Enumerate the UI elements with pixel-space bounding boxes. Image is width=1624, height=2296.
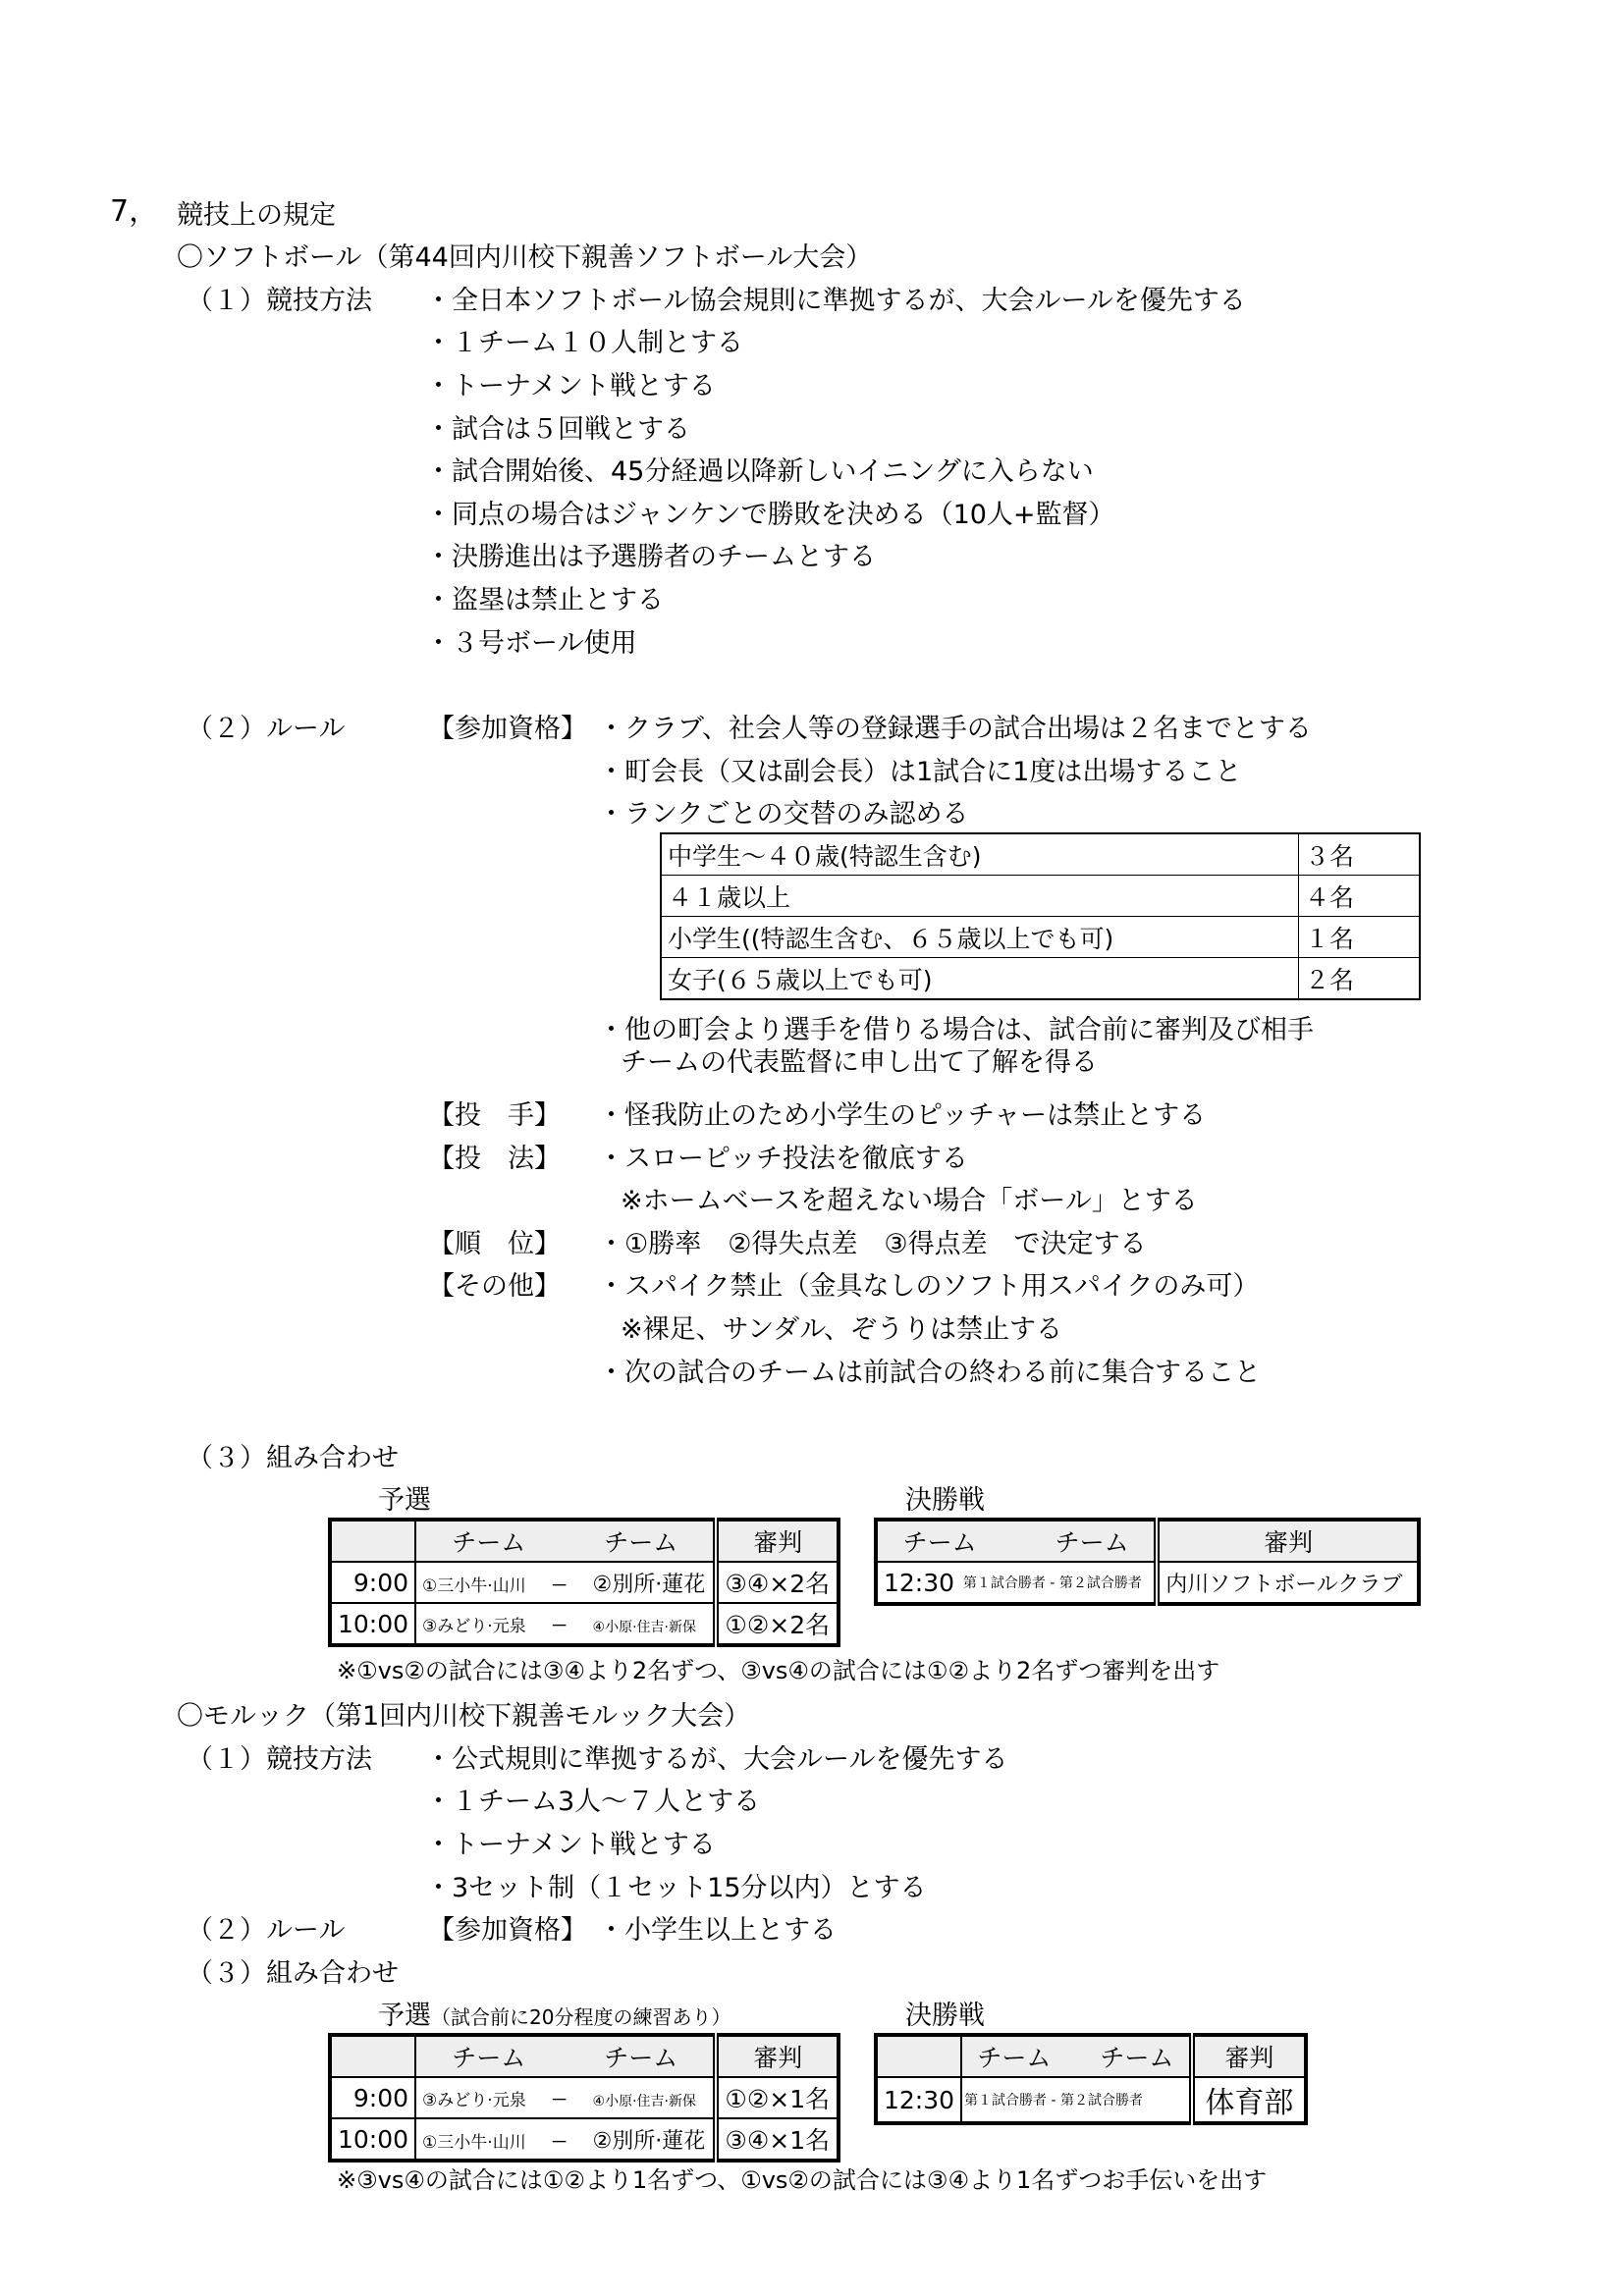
col-referee: 審判 [1192, 2035, 1306, 2077]
referee: 体育部 [1192, 2077, 1306, 2123]
rank-table [660, 832, 1421, 1000]
final-teams: 第１試合勝者 - 第２試合勝者 [961, 2077, 1192, 2123]
softball-method-item: ・３号ボール使用 [425, 628, 637, 659]
separator: － [551, 1575, 568, 1596]
softball-method-item: ・１チーム１０人制とする [425, 328, 743, 358]
softball-note: ※①vs②の試合には③④より2名ずつ、③vs④の試合には①②より2名ずつ審判を出す [337, 1657, 1220, 1684]
molkky-method-item: ・3セット制（１セット15分以内）とする [425, 1873, 927, 1903]
eligibility-label: 【参加資格】 [428, 714, 587, 744]
molkky-prelim-table [328, 2033, 840, 2163]
molkky-method-label: （１）競技方法 [187, 1744, 372, 1775]
rank-count: １名 [1299, 917, 1421, 958]
referee: 内川ソフトボールクラブ [1157, 1562, 1419, 1604]
softball-method-label: （１）競技方法 [187, 286, 372, 316]
table-row [330, 1562, 839, 1603]
match-time: 12:30 [876, 1562, 963, 1604]
col-team: チーム [604, 1528, 678, 1557]
softball-method-item: ・決勝進出は予選勝者のチームとする [425, 542, 876, 572]
pitch-rule: ・スローピッチ投法を徹底する [598, 1144, 968, 1174]
col-team: チーム [977, 2044, 1052, 2072]
rank-category: ４１歳以上 [661, 876, 1299, 917]
eligibility-item: ・町会長（又は副会長）は1試合に1度は出場すること [598, 757, 1242, 787]
pitch-label: 【投 法】 [428, 1144, 561, 1174]
col-referee: 審判 [716, 2035, 839, 2077]
eligibility-item: ・ランクごとの交替のみ認める [598, 799, 969, 829]
table-row [661, 833, 1420, 876]
col-team: チーム [902, 1528, 977, 1557]
team2: ④小原·住吉·新保 [592, 1619, 696, 1635]
molkky-method-item: ・１チーム3人～７人とする [425, 1787, 761, 1817]
final-teams: 第１試合勝者 - 第２試合勝者 [963, 1562, 1157, 1604]
eligibility-item: ・クラブ、社会人等の登録選手の試合出場は２名までとする [598, 714, 1312, 744]
team1: ①三小牛·山川 [422, 2132, 526, 2153]
prelim-label: 予選 [378, 1485, 431, 1516]
col-team: チーム [1055, 1528, 1129, 1557]
softball-heading: 〇ソフトボール（第44回内川校下親善ソフトボール大会） [177, 242, 873, 273]
referee: ①②×2名 [716, 1603, 839, 1645]
section-title: 競技上の規定 [177, 200, 336, 231]
table-row [876, 1562, 1419, 1604]
molkky-final-label: 決勝戦 [905, 2001, 985, 2031]
other-rule: ※裸足、サンダル、ぞうりは禁止する [621, 1314, 1063, 1345]
team2: ④小原·住吉·新保 [592, 2093, 696, 2109]
molkky-note: ※③vs④の試合には①②より1名ずつ、①vs②の試合には③④より1名ずつお手伝いを出す [337, 2166, 1268, 2194]
table-row [661, 958, 1420, 1000]
table-row [330, 1603, 839, 1645]
pitch-note: ※ホームベースを超えない場合「ボール」とする [621, 1186, 1198, 1216]
softball-method-item: ・盗塁は禁止とする [425, 585, 664, 615]
col-team: チーム [452, 2044, 526, 2072]
team1: ③みどり·元泉 [422, 2090, 526, 2110]
other-label: 【その他】 [428, 1271, 561, 1302]
prelim-label: 予選 [378, 2001, 431, 2031]
molkky-rule-label: （２）ルール [187, 1915, 346, 1946]
match-time: 9:00 [330, 1562, 415, 1603]
rank-category: 中学生～４０歳(特認生含む) [661, 833, 1299, 876]
rank-category: 小学生((特認生含む、６５歳以上でも可) [661, 917, 1299, 958]
rank-count: ４名 [1299, 876, 1421, 917]
table-row [330, 2118, 839, 2161]
referee: ③④×1名 [716, 2118, 839, 2161]
softball-pairing-label: （３）組み合わせ [187, 1443, 399, 1473]
molkky-eligibility: ・小学生以上とする [598, 1915, 837, 1946]
separator: － [551, 2090, 568, 2110]
softball-prelim-table [328, 1518, 840, 1647]
softball-method-item: ・全日本ソフトボール協会規則に準拠するが、大会ルールを優先する [425, 286, 1246, 316]
table-header [876, 2035, 1306, 2077]
softball-method-item: ・試合は５回戦とする [425, 414, 690, 445]
rank-category: 女子(６５歳以上でも可) [661, 958, 1299, 1000]
molkky-prelim-label [378, 2001, 731, 2033]
molkky-heading: 〇モルック（第1回内川校下親善モルック大会） [177, 1701, 751, 1732]
molkky-method-item: ・トーナメント戦とする [425, 1830, 716, 1860]
col-team: チーム [452, 1528, 526, 1557]
softball-rule-label: （２）ルール [187, 714, 346, 744]
team2: ②別所·蓮花 [592, 2128, 706, 2154]
match-time: 12:30 [876, 2077, 961, 2123]
team1: ①三小牛·山川 [422, 1575, 526, 1596]
softball-method-item: ・同点の場合はジャンケンで勝敗を決める（10人+監督） [425, 500, 1115, 530]
table-row [330, 2077, 839, 2118]
rank-rule: ・①勝率 ②得失点差 ③得点差 で決定する [598, 1229, 1147, 1259]
rank-count: ２名 [1299, 958, 1421, 1000]
borrow-rule: ・他の町会より選手を借りる場合は、試合前に審判及び相手 [598, 1015, 1314, 1045]
table-header [330, 1520, 839, 1562]
rank-label: 【順 位】 [428, 1229, 561, 1259]
referee: ①②×1名 [716, 2077, 839, 2118]
other-rule: ・スパイク禁止（金具なしのソフト用スパイクのみ可） [598, 1271, 1260, 1302]
softball-method-item: ・試合開始後、45分経過以降新しいイニングに入らない [425, 456, 1094, 487]
other-rule: ・次の試合のチームは前試合の終わる前に集合すること [598, 1358, 1261, 1388]
pitcher-label: 【投 手】 [428, 1100, 561, 1131]
borrow-rule-cont: チームの代表監督に申し出て了解を得る [621, 1047, 1098, 1078]
table-row [661, 917, 1420, 958]
molkky-method-item: ・公式規則に準拠するが、大会ルールを優先する [425, 1744, 1008, 1775]
team1: ③みどり·元泉 [422, 1616, 526, 1636]
separator: － [551, 2132, 568, 2153]
softball-method-item: ・トーナメント戦とする [425, 371, 716, 401]
match-time: 9:00 [330, 2077, 415, 2118]
col-team: チーム [1100, 2044, 1174, 2072]
team2: ②別所·蓮花 [592, 1572, 706, 1597]
referee: ③④×2名 [716, 1562, 839, 1603]
col-team: チーム [604, 2044, 678, 2072]
match-time: 10:00 [330, 1603, 415, 1645]
prelim-note: （試合前に20分程度の練習あり） [431, 2005, 731, 2029]
col-referee: 審判 [716, 1520, 839, 1562]
match-time: 10:00 [330, 2118, 415, 2161]
rank-count: ３名 [1299, 833, 1421, 876]
molkky-pairing-label: （３）組み合わせ [187, 1958, 399, 1989]
table-header [876, 1520, 1419, 1562]
section-number: 7， [110, 194, 159, 229]
table-row [661, 876, 1420, 917]
separator: － [551, 1616, 568, 1636]
table-row [876, 2077, 1306, 2123]
pitcher-rule: ・怪我防止のため小学生のピッチャーは禁止とする [598, 1100, 1207, 1131]
molkky-eligibility-label: 【参加資格】 [428, 1915, 587, 1946]
final-label: 決勝戦 [905, 1485, 985, 1516]
table-header [330, 2035, 839, 2077]
softball-final-table [874, 1518, 1421, 1606]
col-referee: 審判 [1157, 1520, 1419, 1562]
molkky-final-table [874, 2033, 1308, 2125]
